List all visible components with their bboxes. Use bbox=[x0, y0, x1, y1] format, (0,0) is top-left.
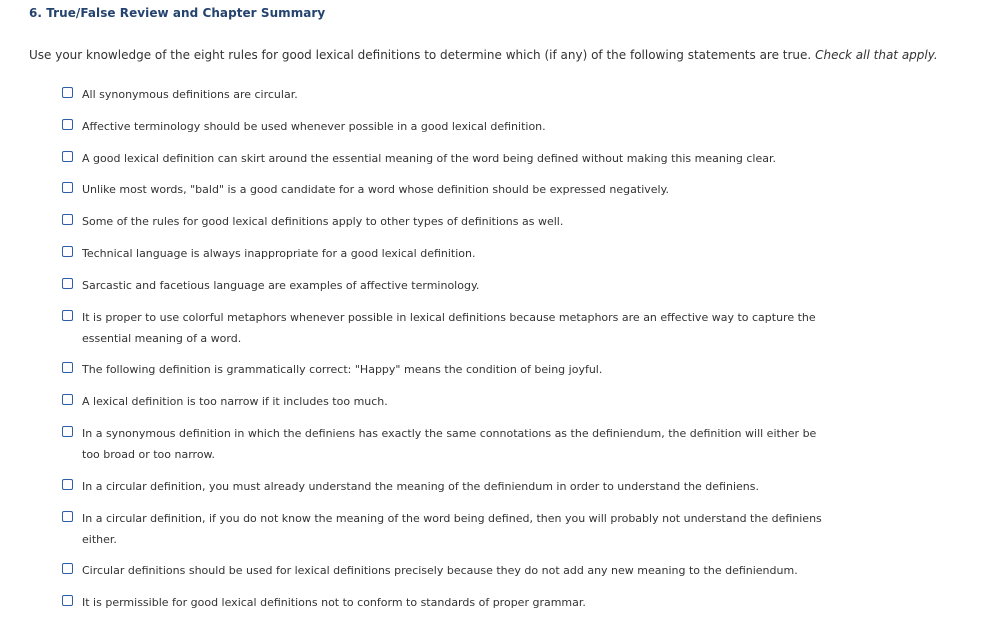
instruction-text: Use your knowledge of the eight rules for good lexical definitions to determine which (if any) of the following statements are true. bbox=[29, 48, 812, 62]
option-3[interactable] bbox=[62, 148, 852, 169]
checkbox[interactable] bbox=[62, 479, 73, 490]
option-2[interactable] bbox=[62, 116, 852, 137]
checkbox[interactable] bbox=[62, 87, 73, 98]
option-label: The following definition is grammatically correct: "Happy" means the condition of being joyful. bbox=[82, 363, 603, 377]
option-12[interactable] bbox=[62, 476, 852, 497]
question-title: 6. True/False Review and Chapter Summary bbox=[29, 6, 326, 20]
checkbox[interactable] bbox=[62, 182, 73, 193]
option-6[interactable] bbox=[62, 243, 852, 264]
checkbox[interactable] bbox=[62, 595, 73, 606]
option-15[interactable] bbox=[62, 592, 852, 613]
option-label: A good lexical definition can skirt around the essential meaning of the word being defined without making this meaning clear. bbox=[82, 151, 776, 165]
question-instructions bbox=[29, 48, 938, 62]
option-9[interactable] bbox=[62, 359, 852, 380]
option-label: Technical language is always inappropriate for a good lexical definition. bbox=[82, 246, 476, 260]
checkbox[interactable] bbox=[62, 426, 73, 437]
answer-options bbox=[62, 84, 852, 613]
option-label: In a circular definition, you must already understand the meaning of the definiendum in order to understand the definiens. bbox=[82, 479, 759, 493]
instruction-emphasis: Check all that apply. bbox=[815, 48, 938, 62]
option-label: All synonymous definitions are circular. bbox=[82, 88, 298, 101]
option-5[interactable] bbox=[62, 211, 852, 232]
checkbox[interactable] bbox=[62, 511, 73, 522]
option-label: In a circular definition, if you do not know the meaning of the word being defined, then you will probably not understand the definiens either. bbox=[82, 511, 822, 546]
option-1[interactable] bbox=[62, 84, 852, 105]
option-label: Sarcastic and facetious language are examples of affective terminology. bbox=[82, 278, 480, 292]
checkbox[interactable] bbox=[62, 394, 73, 405]
checkbox[interactable] bbox=[62, 151, 73, 162]
option-label: It is permissible for good lexical definitions not to conform to standards of proper grammar. bbox=[82, 596, 586, 610]
option-label: Affective terminology should be used whenever possible in a good lexical definition. bbox=[82, 119, 546, 133]
option-label: Circular definitions should be used for lexical definitions precisely because they do not add any new meaning to the definiendum. bbox=[82, 564, 798, 578]
option-11[interactable] bbox=[62, 423, 852, 465]
checkbox[interactable] bbox=[62, 278, 73, 289]
option-14[interactable] bbox=[62, 560, 852, 581]
option-8[interactable] bbox=[62, 307, 852, 349]
option-label: In a synonymous definition in which the definiens has exactly the same connotations as the definiendum, the definition will either be too broad or too narrow. bbox=[82, 426, 817, 461]
option-4[interactable] bbox=[62, 179, 852, 200]
option-label: It is proper to use colorful metaphors whenever possible in lexical definitions because metaphors are an effective way to capture the essential meaning of a word. bbox=[82, 310, 816, 345]
option-13[interactable] bbox=[62, 508, 852, 550]
option-10[interactable] bbox=[62, 391, 852, 412]
option-label: Unlike most words, "bald" is a good candidate for a word whose definition should be expressed negatively. bbox=[82, 183, 670, 197]
option-label: Some of the rules for good lexical definitions apply to other types of definitions as well. bbox=[82, 215, 564, 229]
checkbox[interactable] bbox=[62, 119, 73, 130]
checkbox[interactable] bbox=[62, 563, 73, 574]
option-label: A lexical definition is too narrow if it includes too much. bbox=[82, 395, 388, 409]
checkbox[interactable] bbox=[62, 246, 73, 257]
checkbox[interactable] bbox=[62, 214, 73, 225]
checkbox[interactable] bbox=[62, 362, 73, 373]
checkbox[interactable] bbox=[62, 310, 73, 321]
option-7[interactable] bbox=[62, 275, 852, 296]
